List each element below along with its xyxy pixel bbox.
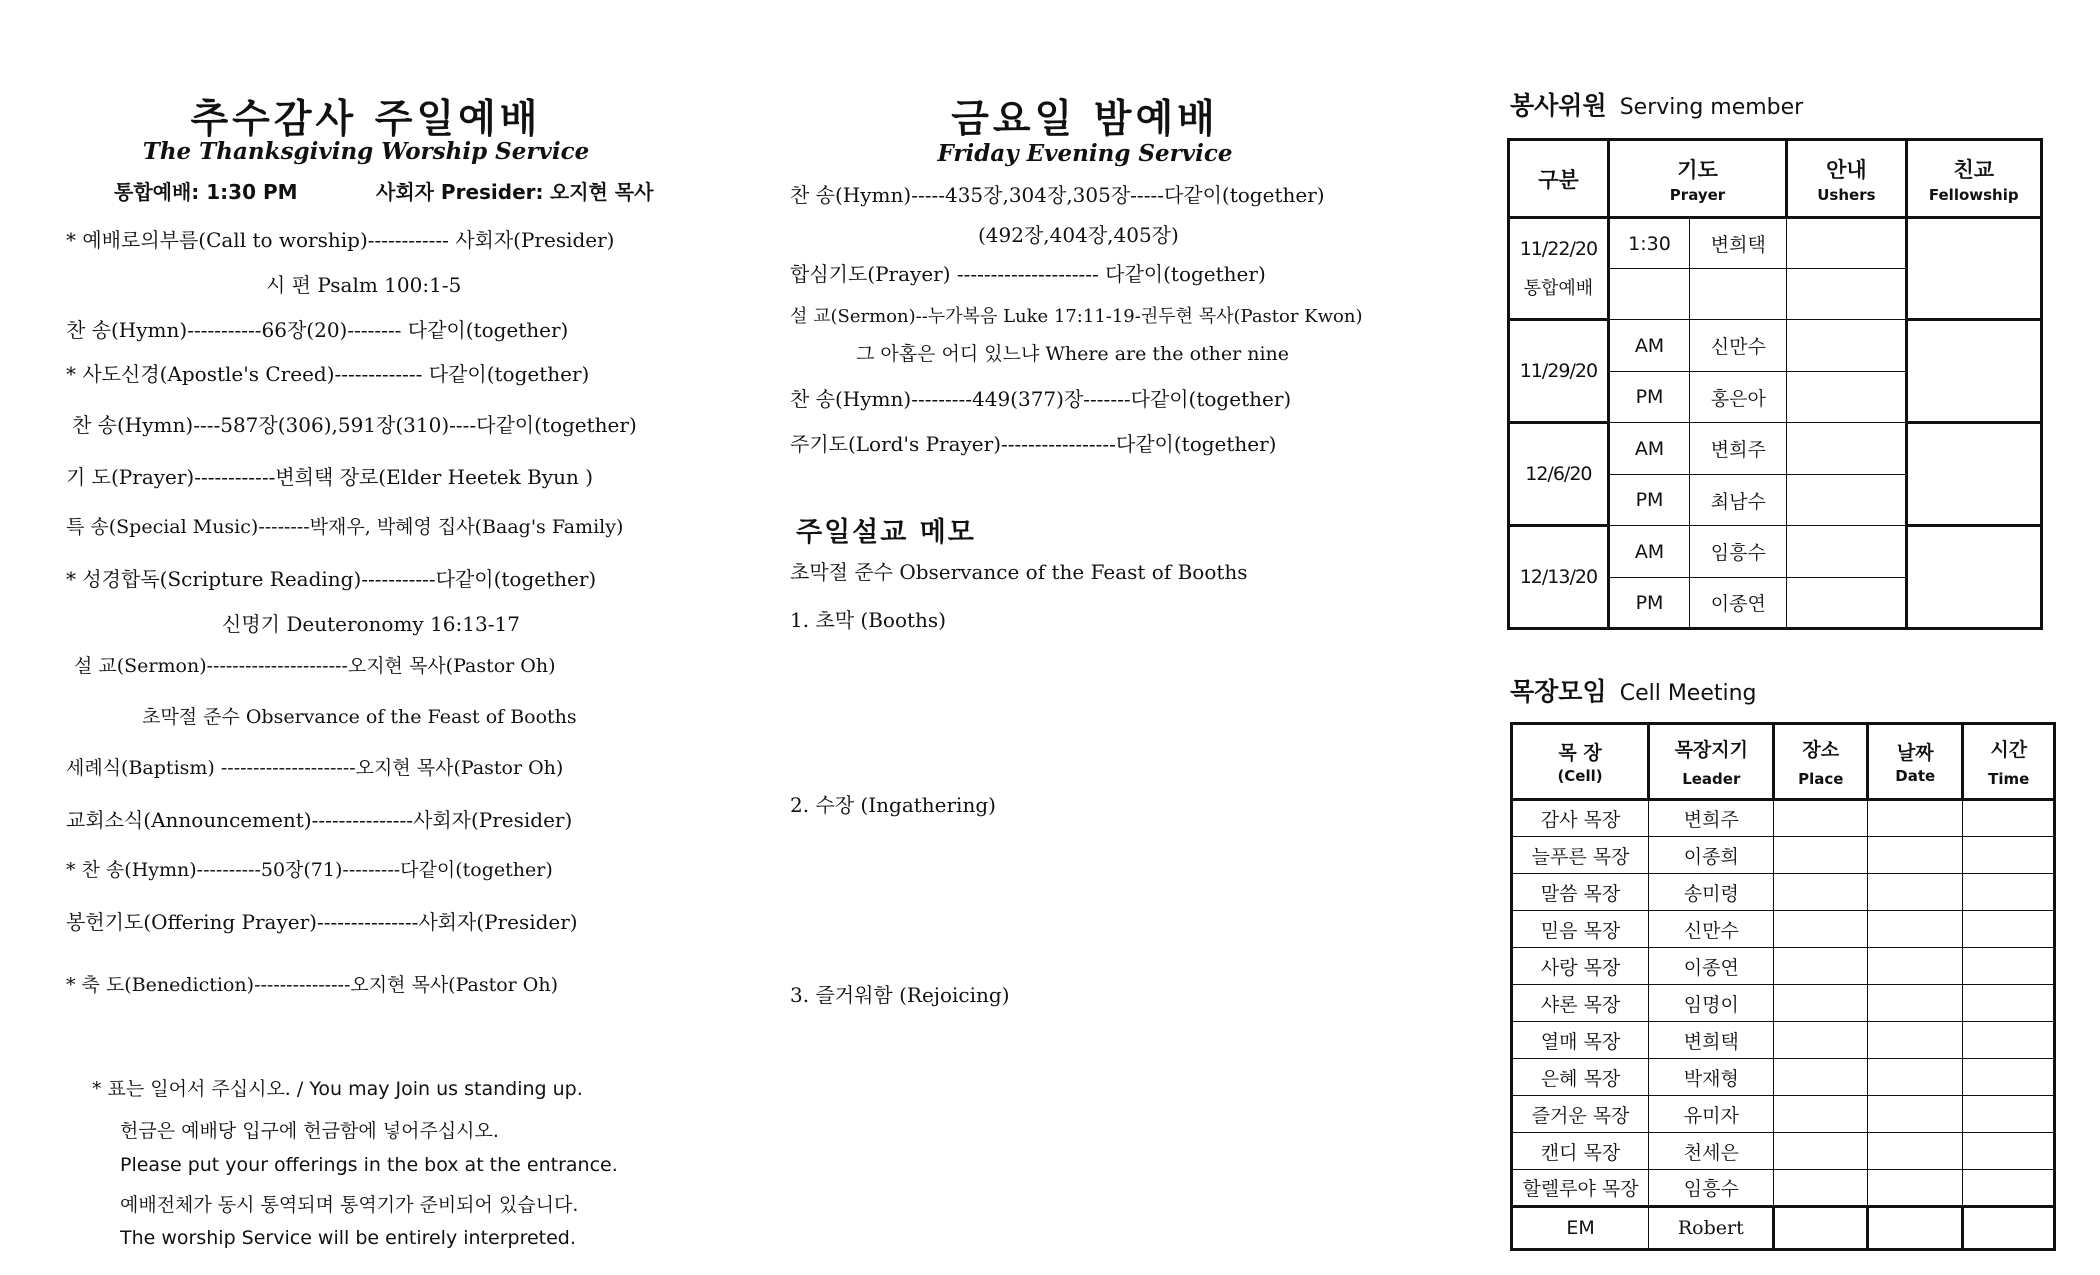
- serving-pm: PM: [1608, 372, 1690, 423]
- cell-header-cell: 목 장 (Cell): [1512, 724, 1649, 800]
- serving-date-cell: 12/6/20: [1509, 423, 1609, 526]
- serving-date-cell: 11/29/20: [1509, 320, 1609, 423]
- friday-item: 설 교(Sermon)--누가복음 Luke 17:11-19-권두현 목사(Pastor Kwon): [790, 306, 1363, 327]
- table-row: 할렐루야 목장 임흥수: [1512, 1170, 2055, 1207]
- serving-table: [1507, 138, 2043, 630]
- serving-am: AM: [1608, 526, 1690, 578]
- presider-name: 오지현 목사: [549, 180, 654, 204]
- friday-item: 찬 송(Hymn)---------449(377)장-------다같이(together): [790, 387, 1292, 411]
- memo-point: 3. 즐거워함 (Rejoicing): [790, 983, 1010, 1007]
- interpretation-note-ko: 예배전체가 동시 통역되며 통역기가 준비되어 있습니다.: [120, 1194, 579, 1216]
- interpretation-note-en: The worship Service will be entirely interpreted.: [120, 1227, 576, 1249]
- serving-prayer-name: 최남수: [1690, 475, 1787, 526]
- table-row: 말씀 목장 송미령: [1512, 874, 2055, 911]
- cell-header-date: 날짜 Date: [1868, 724, 1963, 800]
- serving-am: AM: [1608, 320, 1690, 372]
- presider-line: [376, 176, 653, 205]
- table-row: 캔디 목장 천세은: [1512, 1133, 2055, 1170]
- standing-note: * 표는 일어서 주십시오. / You may Join us standing up.: [92, 1078, 583, 1100]
- order-item: 초막절 준수 Observance of the Feast of Booths: [142, 706, 577, 728]
- order-item: 세례식(Baptism) ---------------------오지현 목사(Pastor Oh): [66, 757, 564, 779]
- order-item: 시 편 Psalm 100:1-5: [266, 273, 462, 297]
- order-item: 찬 송(Hymn)-----------66장(20)-------- 다같이(together): [66, 318, 569, 342]
- serving-date-cell: 12/13/20: [1509, 526, 1609, 629]
- offering-note-en: Please put your offerings in the box at the entrance.: [120, 1154, 618, 1176]
- serving-fellowship-cell: [1906, 218, 2041, 320]
- order-item: * 예배로의부름(Call to worship)------------ 사회자(Presider): [66, 228, 615, 252]
- serving-am: AM: [1608, 423, 1690, 475]
- serving-time: 1:30: [1608, 218, 1690, 269]
- thanksgiving-service-column: [66, 0, 666, 1275]
- serving-usher-cell: [1787, 578, 1906, 629]
- offering-note-ko: 헌금은 예배당 입구에 헌금함에 넣어주십시오.: [120, 1120, 499, 1142]
- table-row: 은혜 목장 박재형: [1512, 1059, 2055, 1096]
- serving-fellowship-cell: [1906, 423, 2041, 526]
- serving-pm: PM: [1608, 475, 1690, 526]
- serving-prayer-name: 변희택: [1690, 218, 1787, 269]
- cell-title-en: Cell Meeting: [1619, 681, 1757, 706]
- order-item: 특 송(Special Music)--------박재우, 박혜영 집사(Baag's Family): [66, 516, 624, 538]
- friday-subtitle: Friday Evening Service: [937, 140, 1233, 167]
- serving-pm: PM: [1608, 578, 1690, 629]
- order-item: 찬 송(Hymn)----587장(306),591장(310)----다같이(together): [72, 413, 637, 437]
- serving-usher-cell: [1787, 475, 1906, 526]
- friday-service-column: [790, 0, 1390, 1275]
- table-row: 즐거운 목장 유미자: [1512, 1096, 2055, 1133]
- order-item: * 성경합독(Scripture Reading)-----------다같이(together): [66, 567, 597, 591]
- cell-header-place: 장소 Place: [1774, 724, 1868, 800]
- table-row: EM Robert: [1512, 1207, 2055, 1250]
- serving-header-prayer: 기도 Prayer: [1608, 140, 1787, 218]
- serving-prayer-name: 신만수: [1690, 320, 1787, 372]
- serving-heading: [1510, 86, 1803, 122]
- order-item: 신명기 Deuteronomy 16:13-17: [222, 612, 520, 636]
- presider-label: 사회자 Presider:: [376, 180, 544, 204]
- order-item: 설 교(Sermon)----------------------오지현 목사(Pastor Oh): [74, 655, 556, 677]
- serving-usher-cell: [1787, 372, 1906, 423]
- order-item: 교회소식(Announcement)---------------사회자(Presider): [66, 808, 573, 832]
- cell-header-leader: 목장지기 Leader: [1649, 724, 1774, 800]
- serving-usher-cell: [1787, 320, 1906, 372]
- serving-prayer-name: 변희주: [1690, 423, 1787, 475]
- serving-empty-cell: [1608, 269, 1690, 320]
- table-row: 샤론 목장 임명이: [1512, 985, 2055, 1022]
- service-time: 통합예배: 1:30 PM: [114, 180, 298, 204]
- friday-item: 그 아홉은 어디 있느냐 Where are the other nine: [856, 343, 1290, 365]
- serving-prayer-name: 임흥수: [1690, 526, 1787, 578]
- cell-header-time: 시간 Time: [1963, 724, 2055, 800]
- serving-header-ushers: 안내 Ushers: [1787, 140, 1906, 218]
- serving-fellowship-cell: [1906, 320, 2041, 423]
- friday-title: 금요일 밤예배: [951, 97, 1219, 142]
- memo-point: 2. 수장 (Ingathering): [790, 793, 996, 817]
- serving-usher-cell: [1787, 269, 1906, 320]
- serving-header-fellowship: 친교 Fellowship: [1906, 140, 2041, 218]
- table-row: 믿음 목장 신만수: [1512, 911, 2055, 948]
- memo-point: 1. 초막 (Booths): [790, 608, 947, 632]
- thanksgiving-subtitle: The Thanksgiving Worship Service: [142, 138, 590, 165]
- sermon-memo-title: 주일설교 메모: [796, 517, 976, 548]
- friday-item: (492장,404장,405장): [978, 223, 1179, 247]
- table-row: 감사 목장 변희주: [1512, 800, 2055, 837]
- serving-empty-cell: [1690, 269, 1787, 320]
- serving-usher-cell: [1787, 526, 1906, 578]
- order-item: * 축 도(Benediction)---------------오지현 목사(Pastor Oh): [66, 974, 559, 996]
- serving-prayer-name: 이종연: [1690, 578, 1787, 629]
- thanksgiving-title: 추수감사 주일예배: [190, 97, 542, 142]
- serving-date-cell: 11/22/20 통합예배: [1509, 218, 1609, 320]
- order-item: 기 도(Prayer)------------변희택 장로(Elder Heetek Byun ): [66, 465, 594, 489]
- order-item: 봉헌기도(Offering Prayer)---------------사회자(Presider): [66, 910, 578, 934]
- serving-usher-cell: [1787, 423, 1906, 475]
- order-item: * 사도신경(Apostle's Creed)------------- 다같이(together): [66, 362, 590, 386]
- cell-table: [1510, 722, 2056, 1251]
- table-row: 늘푸른 목장 이종희: [1512, 837, 2055, 874]
- table-row: 사랑 목장 이종연: [1512, 948, 2055, 985]
- serving-header-category: 구분: [1509, 140, 1609, 218]
- friday-item: 찬 송(Hymn)-----435장,304장,305장-----다같이(together): [790, 183, 1325, 207]
- serving-fellowship-cell: [1906, 526, 2041, 629]
- cell-title-ko: 목장모임: [1510, 677, 1607, 706]
- cell-heading: [1510, 672, 1757, 708]
- friday-item: 합심기도(Prayer) --------------------- 다같이(together): [790, 262, 1266, 286]
- friday-item: 주기도(Lord's Prayer)-----------------다같이(together): [790, 432, 1277, 456]
- serving-title-ko: 봉사위원: [1510, 91, 1607, 120]
- serving-title-en: Serving member: [1619, 95, 1804, 120]
- sermon-memo-subtitle: 초막절 준수 Observance of the Feast of Booths: [790, 560, 1248, 584]
- serving-prayer-name: 홍은아: [1690, 372, 1787, 423]
- schedule-column: [1500, 0, 2060, 1275]
- serving-usher-cell: [1787, 218, 1906, 269]
- table-row: 열매 목장 변희택: [1512, 1022, 2055, 1059]
- order-item: * 찬 송(Hymn)----------50장(71)---------다같이(together): [66, 859, 553, 881]
